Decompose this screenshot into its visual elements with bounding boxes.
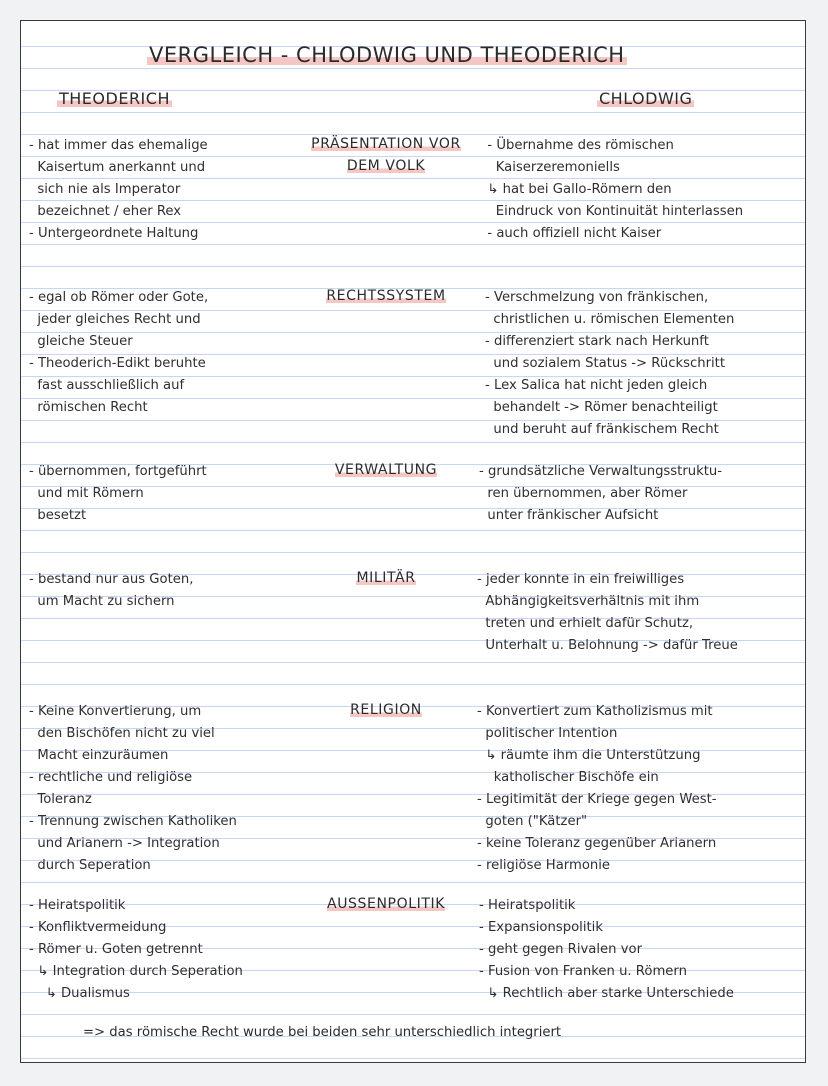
note-line: und Arianern -> Integration	[29, 836, 220, 851]
theoderich-notes	[29, 895, 299, 1005]
section-heading-line: RELIGION	[350, 702, 422, 718]
note-line: Kaisertum anerkannt und	[29, 160, 206, 175]
note-line: treten und erhielt dafür Schutz,	[477, 616, 694, 631]
section-heading-line: MILITÄR	[356, 570, 416, 586]
note-line: ↳ räumte ihm die Unterstützung	[477, 748, 701, 763]
note-line: und beruht auf fränkischem Recht	[485, 422, 719, 437]
section-heading	[301, 285, 471, 307]
note-line: - auch offiziell nicht Kaiser	[479, 226, 662, 241]
note-line: - bestand nur aus Goten,	[29, 572, 194, 587]
chlodwig-notes	[479, 135, 806, 245]
note-line: - Fusion von Franken u. Römern	[479, 964, 687, 979]
note-line: - Untergeordnete Haltung	[29, 226, 199, 241]
section-heading	[301, 893, 471, 915]
chlodwig-notes	[485, 287, 806, 441]
note-line: - Konvertiert zum Katholizismus mit	[477, 704, 713, 719]
note-line: politischer Intention	[477, 726, 618, 741]
note-line: - Heiratspolitik	[479, 898, 576, 913]
section-heading	[301, 459, 471, 481]
theoderich-notes	[29, 287, 299, 419]
note-line: um Macht zu sichern	[29, 594, 175, 609]
note-line: besetzt	[29, 508, 87, 523]
note-line: Abhängigkeitsverhältnis mit ihm	[477, 594, 700, 609]
note-line: - Übernahme des römischen	[479, 138, 674, 153]
section-heading-line: DEM VOLK	[346, 158, 426, 174]
note-line: - Römer u. Goten getrennt	[29, 942, 203, 957]
chlodwig-notes	[479, 461, 806, 527]
section-heading-line: PRÄSENTATION VOR	[311, 136, 461, 152]
note-line: - übernommen, fortgeführt	[29, 464, 207, 479]
note-line: - Lex Salica hat nicht jeden gleich	[485, 378, 708, 393]
note-line: - Expansionspolitik	[479, 920, 603, 935]
section-heading	[301, 133, 471, 177]
note-line: sich nie als Imperator	[29, 182, 181, 197]
note-line: - jeder konnte in ein freiwilliges	[477, 572, 685, 587]
note-line: den Bischöfen nicht zu viel	[29, 726, 215, 741]
note-line: bezeichnet / eher Rex	[29, 204, 182, 219]
note-line: und mit Römern	[29, 486, 144, 501]
note-line: Toleranz	[29, 792, 92, 807]
note-line: ↳ Integration durch Seperation	[29, 964, 243, 979]
note-line: ↳ Dualismus	[29, 986, 130, 1001]
chlodwig-notes	[477, 701, 806, 877]
note-line: - rechtliche und religiöse	[29, 770, 193, 785]
note-line: katholischer Bischöfe ein	[477, 770, 659, 785]
note-line: Kaiserzeremoniells	[479, 160, 620, 175]
note-line: - Konfliktvermeidung	[29, 920, 167, 935]
theoderich-notes	[29, 461, 299, 527]
note-line: ren übernommen, aber Römer	[479, 486, 688, 501]
note-line: ↳ Rechtlich aber starke Unterschiede	[479, 986, 734, 1001]
note-line: - religiöse Harmonie	[477, 858, 611, 873]
section-heading-line: RECHTSSYSTEM	[326, 288, 446, 304]
section-heading-line: VERWALTUNG	[334, 462, 438, 478]
note-line: und sozialem Status -> Rückschritt	[485, 356, 726, 371]
note-line: - grundsätzliche Verwaltungsstruktu-	[479, 464, 723, 479]
column-heading-chlodwig: CHLODWIG	[599, 89, 693, 108]
note-line: - keine Toleranz gegenüber Arianern	[477, 836, 717, 851]
note-line: ↳ hat bei Gallo-Römern den	[479, 182, 672, 197]
note-line: unter fränkischer Aufsicht	[479, 508, 659, 523]
note-line: römischen Recht	[29, 400, 148, 415]
theoderich-notes	[29, 701, 299, 877]
summary-conclusion: => das römische Recht wurde bei beiden sehr unterschiedlich integriert	[83, 1025, 562, 1040]
note-line: fast ausschließlich auf	[29, 378, 185, 393]
note-line: - hat immer das ehemalige	[29, 138, 208, 153]
note-line: goten ("Kätzer"	[477, 814, 588, 829]
section-heading-line: AUSSENPOLITIK	[327, 896, 445, 912]
note-line: - Verschmelzung von fränkischen,	[485, 290, 709, 305]
section-heading	[301, 699, 471, 721]
theoderich-notes	[29, 135, 299, 245]
note-line: gleiche Steuer	[29, 334, 133, 349]
note-line: - Keine Konvertierung, um	[29, 704, 202, 719]
note-line: christlichen u. römischen Elementen	[485, 312, 735, 327]
note-line: - Trennung zwischen Katholiken	[29, 814, 237, 829]
section-heading	[301, 567, 471, 589]
column-heading-theoderich: THEODERICH	[59, 89, 170, 108]
note-line: behandelt -> Römer benachteiligt	[485, 400, 718, 415]
page-title: VERGLEICH - CHLODWIG UND THEODERICH	[149, 43, 625, 67]
theoderich-notes	[29, 569, 299, 613]
note-line: - Heiratspolitik	[29, 898, 126, 913]
note-line: jeder gleiches Recht und	[29, 312, 201, 327]
note-page	[20, 20, 806, 1063]
note-line: Unterhalt u. Belohnung -> dafür Treue	[477, 638, 738, 653]
chlodwig-notes	[477, 569, 806, 657]
note-line: Eindruck von Kontinuität hinterlassen	[479, 204, 744, 219]
chlodwig-notes	[479, 895, 806, 1005]
note-line: - Theoderich-Edikt beruhte	[29, 356, 206, 371]
note-line: durch Seperation	[29, 858, 151, 873]
note-line: - geht gegen Rivalen vor	[479, 942, 643, 957]
note-line: - egal ob Römer oder Gote,	[29, 290, 209, 305]
note-line: Macht einzuräumen	[29, 748, 169, 763]
note-line: - differenziert stark nach Herkunft	[485, 334, 709, 349]
note-line: - Legitimität der Kriege gegen West-	[477, 792, 717, 807]
